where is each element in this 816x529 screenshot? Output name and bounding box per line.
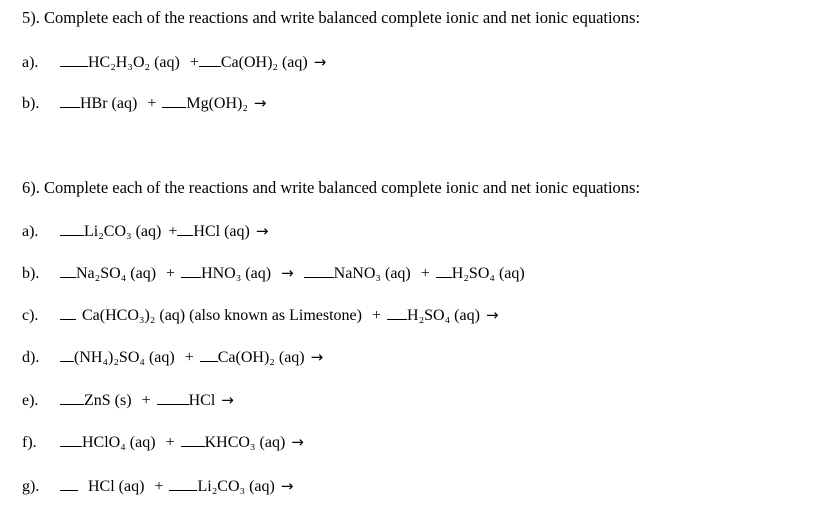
q6-d-coef-blank-2[interactable] bbox=[200, 347, 218, 362]
q6-a-coef-blank-2[interactable] bbox=[177, 221, 193, 236]
q6-e-coef-blank-1[interactable] bbox=[60, 390, 84, 405]
q6-d-equation bbox=[22, 347, 323, 368]
q5-a-reactant-2: Ca(OH)₂ (aq) bbox=[220, 54, 308, 71]
q6-g-coef-blank-2[interactable] bbox=[169, 476, 197, 491]
q6-b-reactant-2: HNO₃ (aq) bbox=[201, 265, 272, 282]
q5-b-plus: + bbox=[147, 95, 157, 112]
q6-f-coef-blank-2[interactable] bbox=[181, 432, 205, 447]
q6-f-plus: + bbox=[165, 434, 175, 451]
q6-e-reactant-1: ZnS (s) bbox=[84, 392, 132, 409]
q6-b-plus: + bbox=[166, 265, 176, 282]
q5-b-reactant-1: HBr (aq) bbox=[80, 95, 138, 112]
q6-c-reactant-2: H₂SO₄ (aq) bbox=[407, 307, 480, 324]
q5-a-plus: + bbox=[189, 54, 199, 71]
q6-d-coef-blank-1[interactable] bbox=[60, 347, 74, 362]
q6-c-coef-blank-2[interactable] bbox=[387, 305, 407, 320]
q6-b-label: b). bbox=[22, 265, 40, 282]
q6-c-coef-blank-1[interactable] bbox=[60, 305, 76, 320]
q6-d-reactant-1: (NH₄)₂SO₄ (aq) bbox=[74, 349, 175, 366]
q6-b-reactant-1: Na₂SO₄ (aq) bbox=[76, 265, 157, 282]
q6-b-coef-blank-4[interactable] bbox=[436, 263, 452, 278]
q6-g-plus: + bbox=[154, 478, 164, 495]
q6-b-coef-blank-3[interactable] bbox=[304, 263, 334, 278]
q6-f-reactant-2: KHCO₃ (aq) bbox=[204, 434, 286, 451]
q6-c-arrow-icon: → bbox=[485, 306, 499, 324]
q6-d-reactant-2: Ca(OH)₂ (aq) bbox=[217, 349, 305, 366]
q6-g-label: g). bbox=[22, 478, 40, 495]
q6-a-plus: + bbox=[168, 223, 178, 240]
q5-a-coef-blank-2[interactable] bbox=[199, 52, 221, 67]
q6-g-coef-blank-1[interactable] bbox=[60, 476, 78, 491]
q6-b-coef-blank-1[interactable] bbox=[60, 263, 76, 278]
q5-a-reactant-1: HC₂H₃O₂ (aq) bbox=[88, 54, 180, 71]
q6-b-product-1: NaNO₃ (aq) bbox=[333, 265, 411, 282]
q5-a-equation bbox=[22, 52, 326, 73]
q6-a-reactant-2: HCl (aq) bbox=[193, 223, 250, 240]
q6-a-reactant-1: Li₂CO₃ (aq) bbox=[84, 223, 162, 240]
q5-a-label: a). bbox=[22, 54, 39, 71]
q6-c-reactant-1: Ca(HCO₃)₂ (aq) (also known as Limestone) bbox=[82, 307, 362, 324]
q6-heading: 6). Complete each of the reactions and write balanced complete ionic and net ionic equations: bbox=[22, 178, 641, 197]
q6-g-reactant-1: HCl (aq) bbox=[88, 478, 145, 495]
q5-b-equation bbox=[22, 93, 267, 114]
q6-a-arrow-icon: → bbox=[255, 222, 269, 240]
q5-b-coef-blank-2[interactable] bbox=[162, 93, 186, 108]
q5-heading: 5). Complete each of the reactions and write balanced complete ionic and net ionic equations: bbox=[22, 8, 641, 27]
q5-b-arrow-icon: → bbox=[253, 94, 267, 112]
q6-a-coef-blank-1[interactable] bbox=[60, 221, 84, 236]
q6-a-label: a). bbox=[22, 223, 39, 240]
q6-e-reactant-2: HCl bbox=[188, 392, 216, 409]
q5-a-arrow-icon: → bbox=[313, 53, 327, 71]
q5-b-coef-blank-1[interactable] bbox=[60, 93, 80, 108]
q6-b-equation bbox=[22, 263, 525, 284]
q6-f-coef-blank-1[interactable] bbox=[60, 432, 82, 447]
q6-d-plus: + bbox=[184, 349, 194, 366]
q6-e-coef-blank-2[interactable] bbox=[157, 390, 189, 405]
q6-b-plus-2: + bbox=[420, 265, 430, 282]
q6-e-label: e). bbox=[22, 392, 39, 409]
q6-f-label: f). bbox=[22, 434, 37, 451]
q6-a-equation bbox=[22, 221, 268, 242]
q6-f-equation bbox=[22, 432, 304, 453]
q5-a-coef-blank-1[interactable] bbox=[60, 52, 88, 67]
q6-g-reactant-2: Li₂CO₃ (aq) bbox=[197, 478, 275, 495]
q6-d-arrow-icon: → bbox=[310, 348, 324, 366]
q6-b-product-2: H₂SO₄ (aq) bbox=[451, 265, 525, 282]
q6-b-arrow-icon: → bbox=[281, 264, 294, 282]
q6-f-reactant-1: HClO₄ (aq) bbox=[82, 434, 156, 451]
q5-b-reactant-2: Mg(OH)₂ bbox=[186, 95, 248, 112]
q6-c-label: c). bbox=[22, 307, 39, 324]
q6-g-equation bbox=[22, 476, 293, 497]
q6-f-arrow-icon: → bbox=[291, 433, 304, 451]
q6-e-plus: + bbox=[141, 392, 151, 409]
q6-c-plus: + bbox=[371, 307, 382, 324]
q6-c-equation bbox=[22, 305, 499, 326]
q5-b-label: b). bbox=[22, 95, 40, 112]
q6-e-arrow-icon: → bbox=[221, 391, 234, 409]
q6-d-label: d). bbox=[22, 349, 40, 366]
q6-b-coef-blank-2[interactable] bbox=[181, 263, 201, 278]
q6-g-arrow-icon: → bbox=[280, 477, 294, 495]
q6-e-equation bbox=[22, 390, 234, 411]
